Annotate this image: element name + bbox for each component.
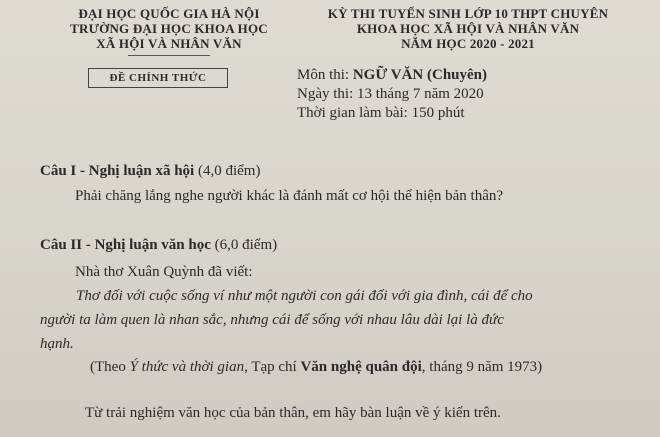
source-mid: , Tạp chí <box>244 359 301 375</box>
source-magazine: Văn nghệ quân đội <box>300 359 422 375</box>
question-1-points: (4,0 điểm) <box>194 163 261 179</box>
exam-year: NĂM HỌC 2020 - 2021 <box>401 36 535 51</box>
official-exam-stamp: ĐỀ CHÍNH THỨC <box>88 68 228 88</box>
question-1-title: Câu I - Nghị luận xã hội <box>40 163 195 179</box>
quote-line-2: người ta làm quen là nhan sắc, nhưng cái để sống với nhau lâu dài lại là đức <box>40 312 504 328</box>
exam-header <box>318 6 618 51</box>
question-2-points: (6,0 điểm) <box>210 237 278 253</box>
question-2-heading <box>40 236 277 255</box>
question-1-heading <box>40 162 260 181</box>
exam-date: Ngày thi: 13 tháng 7 năm 2020 <box>297 86 484 102</box>
quote-line-1: Thơ đối với cuộc sống ví như một người con gái đối với gia đình, cái để cho <box>76 288 533 304</box>
school-name-line1: TRƯỜNG ĐẠI HỌC KHOA HỌC <box>70 21 268 36</box>
quote-source <box>90 358 542 377</box>
subject-label: Môn thi: <box>297 67 353 83</box>
source-book: Ý thức và thời gian <box>129 359 245 375</box>
university-header <box>34 6 304 51</box>
quote-line-3: hạnh. <box>40 336 74 352</box>
exam-title-line2: KHOA HỌC XÃ HỘI VÀ NHÂN VĂN <box>356 21 580 36</box>
header-divider <box>128 55 210 56</box>
university-name: ĐẠI HỌC QUỐC GIA HÀ NỘI <box>78 6 260 21</box>
source-suffix: , tháng 9 năm 1973) <box>421 359 543 375</box>
exam-title-line1: KỲ THI TUYỂN SINH LỚP 10 THPT CHUYÊN <box>327 6 609 21</box>
subject-value: NGỮ VĂN (Chuyên) <box>352 67 488 83</box>
question-1-prompt: Phải chăng lắng nghe người khác là đánh mất cơ hội thể hiện bản thân? <box>75 188 504 204</box>
question-2-task: Từ trải nghiệm văn học của bản thân, em hãy bàn luận về ý kiến trên. <box>85 405 501 421</box>
subject-line <box>297 66 487 85</box>
question-2-intro: Nhà thơ Xuân Quỳnh đã viết: <box>75 264 253 280</box>
source-prefix: (Theo <box>90 359 130 375</box>
school-name-line2: XÃ HỘI VÀ NHÂN VĂN <box>96 36 242 51</box>
exam-duration: Thời gian làm bài: 150 phút <box>297 105 465 121</box>
question-2-title: Câu II - Nghị luận văn học <box>40 237 211 253</box>
exam-meta <box>297 66 487 123</box>
